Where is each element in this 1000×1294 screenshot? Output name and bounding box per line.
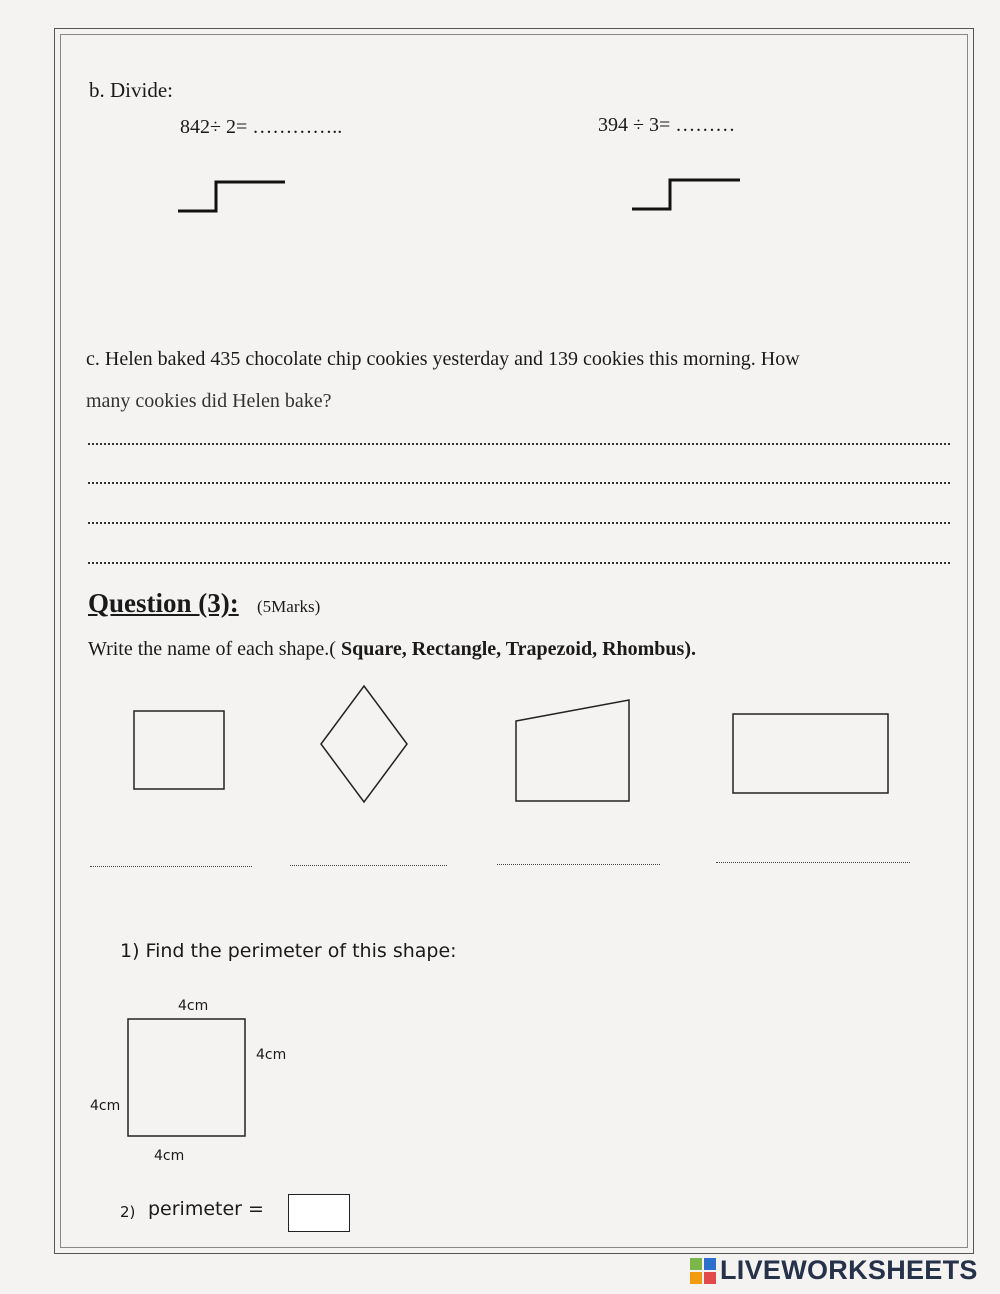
divide-problem-2: 394 ÷ 3= ……… — [598, 114, 736, 136]
side-label-left: 4cm — [90, 1098, 121, 1114]
word-problem-line-1: c. Helen baked 435 chocolate chip cookies yesterday and 139 cookies this morning. How — [86, 348, 800, 370]
liveworksheets-logo — [690, 1255, 978, 1286]
liveworksheets-logo-icon — [690, 1258, 716, 1284]
question-3-title: Question (3): — [88, 588, 239, 618]
answer-line-2[interactable] — [88, 482, 950, 484]
divide-heading: b. Divide: — [89, 78, 173, 102]
division-bracket-1 — [178, 182, 285, 211]
shape-instruction-options: Square, Rectangle, Trapezoid, Rhombus). — [340, 638, 696, 660]
answer-line-3[interactable] — [88, 522, 950, 524]
shape-answer-line-4[interactable] — [716, 862, 910, 863]
side-label-bottom: 4cm — [154, 1148, 185, 1164]
answer-line-4[interactable] — [88, 562, 950, 564]
side-label-top: 4cm — [178, 998, 209, 1014]
word-problem-line-2: many cookies did Helen bake? — [86, 390, 332, 412]
perimeter-square-figure — [0, 1010, 400, 1150]
perimeter-task-2-number: 2) — [120, 1203, 136, 1221]
perimeter-square — [128, 1019, 245, 1136]
shape-instruction-prefix: Write the name of each shape.( — [88, 638, 336, 660]
square-shape — [134, 711, 224, 789]
question-3-marks: (5Marks) — [257, 597, 321, 616]
perimeter-task-2-label: perimeter = — [148, 1198, 264, 1220]
shape-answer-line-3[interactable] — [497, 864, 660, 865]
answer-line-1[interactable] — [88, 443, 950, 445]
trapezoid-shape — [516, 700, 629, 801]
liveworksheets-logo-text: LIVEWORKSHEETS — [720, 1255, 978, 1285]
shape-instruction — [88, 638, 696, 661]
perimeter-task-1: 1) Find the perimeter of this shape: — [120, 940, 457, 962]
divide-problem-1: 842÷ 2= ………….. — [180, 116, 343, 138]
perimeter-answer-box[interactable] — [288, 1194, 350, 1232]
shape-answer-line-2[interactable] — [290, 865, 447, 866]
side-label-right: 4cm — [256, 1047, 287, 1063]
long-division-brackets — [0, 0, 1000, 260]
division-bracket-2 — [632, 180, 740, 209]
shape-answer-line-1[interactable] — [90, 866, 252, 867]
rhombus-shape — [321, 686, 407, 802]
rectangle-shape — [733, 714, 888, 793]
shapes-row — [0, 670, 1000, 820]
